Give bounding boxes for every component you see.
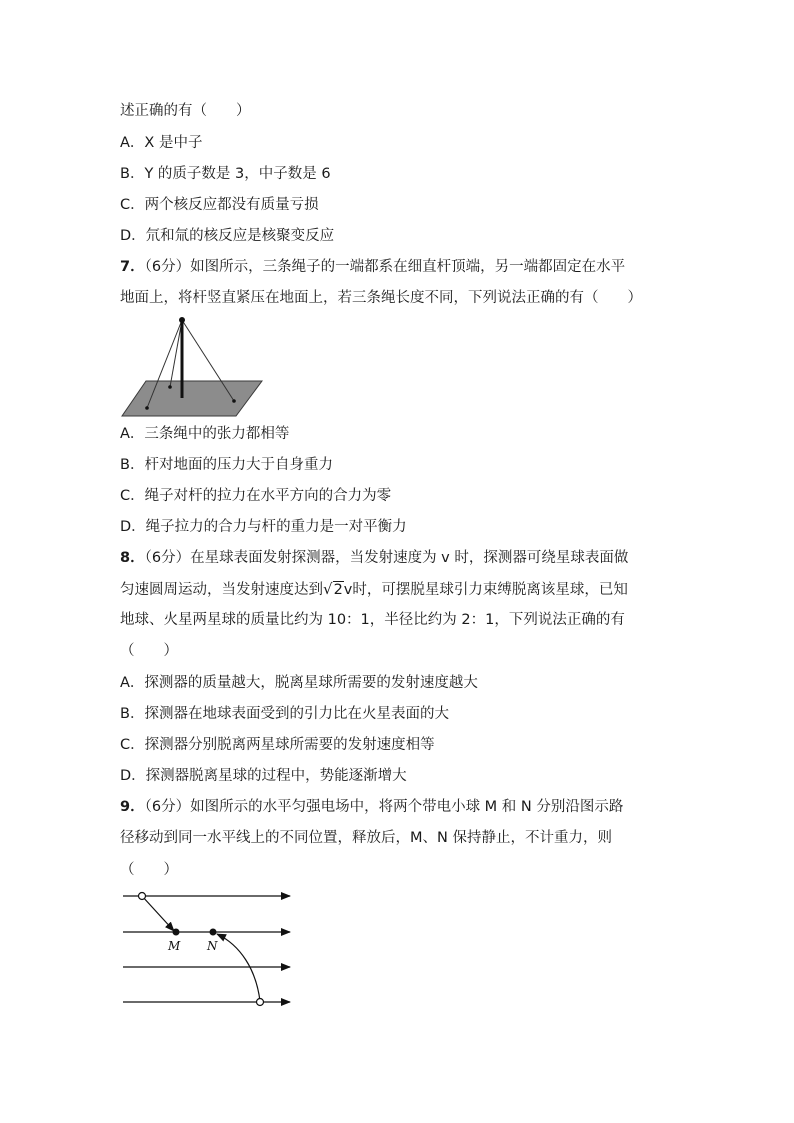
sqrt-radicand: 2 <box>333 582 343 598</box>
q7-stem-text: 如图所示，三条绳子的一端都系在细直杆顶端，另一端都固定在水平 <box>190 259 626 275</box>
ball-n <box>210 929 217 936</box>
q7-option-b: B．杆对地面的压力大于自身重力 <box>120 457 333 473</box>
q7-option-c: C．绳子对杆的拉力在水平方向的合力为零 <box>120 488 392 504</box>
q7-score: （6分） <box>144 259 191 275</box>
q7-option-d: D．绳子拉力的合力与杆的重力是一对平衡力 <box>120 519 407 535</box>
pole-top-dot <box>179 317 185 323</box>
q6-option-b: B．Y 的质子数是 3，中子数是 6 <box>120 166 331 182</box>
q8-stem-line1 <box>120 548 680 568</box>
q9-stem-text: 如图所示的水平匀强电场中，将两个带电小球 M 和 N 分别沿图示路 <box>190 799 624 815</box>
q9-number: 9． <box>120 799 145 815</box>
electric-field-figure <box>118 885 298 1011</box>
q8-number: 8． <box>120 550 145 566</box>
rope-middle <box>170 320 182 387</box>
q6-stem-end: 述正确的有（ ） <box>120 103 251 119</box>
q7-stem-line2: 地面上，将杆竖直紧压在地面上，若三条绳长度不同，下列说法正确的有（ ） <box>120 290 642 306</box>
start-point-m <box>139 893 146 900</box>
q8-option-a: A．探测器的质量越大，脱离星球所需要的发射速度越大 <box>120 675 478 691</box>
q6-option-d: D．氘和氚的核反应是核聚变反应 <box>120 228 335 244</box>
anchor-left <box>145 406 149 410</box>
path-m <box>142 896 174 931</box>
q9-stem-line1 <box>120 797 680 817</box>
anchor-right <box>232 399 236 403</box>
ball-m <box>173 929 180 936</box>
q8-option-b: B．探测器在地球表面受到的引力比在火星表面的大 <box>120 706 449 722</box>
q9-stem-line2: 径移动到同一水平线上的不同位置，释放后，M、N 保持静止，不计重力，则 <box>120 830 612 846</box>
q7-stem-line1 <box>120 257 680 277</box>
pole-with-three-ropes-figure <box>118 315 268 420</box>
q8-option-c: C．探测器分别脱离两星球所需要的发射速度相等 <box>120 737 435 753</box>
ground-plane <box>122 381 262 416</box>
q9-stem-line3: （ ） <box>120 862 178 878</box>
label-n: N <box>207 939 218 953</box>
q7-option-a: A．三条绳中的张力都相等 <box>120 426 290 442</box>
label-m: M <box>168 939 181 953</box>
q6-option-c: C．两个核反应都没有质量亏损 <box>120 197 319 213</box>
q7-number: 7． <box>120 259 145 275</box>
q8-option-d: D．探测器脱离星球的过程中，势能逐渐增大 <box>120 768 407 784</box>
q8-stem-line2 <box>120 579 680 600</box>
q8-stem-line2-b: 时，可摆脱星球引力束缚脱离该星球，已知 <box>352 582 628 598</box>
sqrt-after: v <box>343 582 353 598</box>
sqrt-expression <box>323 579 344 600</box>
q8-stem-line3: 地球、火星两星球的质量比约为 10：1，半径比约为 2：1，下列说法正确的有 <box>120 612 625 628</box>
anchor-middle <box>168 385 172 389</box>
sqrt-symbol: √ <box>323 580 333 598</box>
q8-stem-line2-a: 匀速圆周运动，当发射速度达到 <box>120 582 323 598</box>
q8-stem-text: 在星球表面发射探测器，当发射速度为 v 时，探测器可绕星球表面做 <box>190 550 629 566</box>
q9-score: （6分） <box>144 799 191 815</box>
q6-option-a: A．X 是中子 <box>120 135 203 151</box>
q8-stem-line4: （ ） <box>120 643 178 659</box>
q8-score: （6分） <box>144 550 191 566</box>
start-point-n <box>257 999 264 1006</box>
